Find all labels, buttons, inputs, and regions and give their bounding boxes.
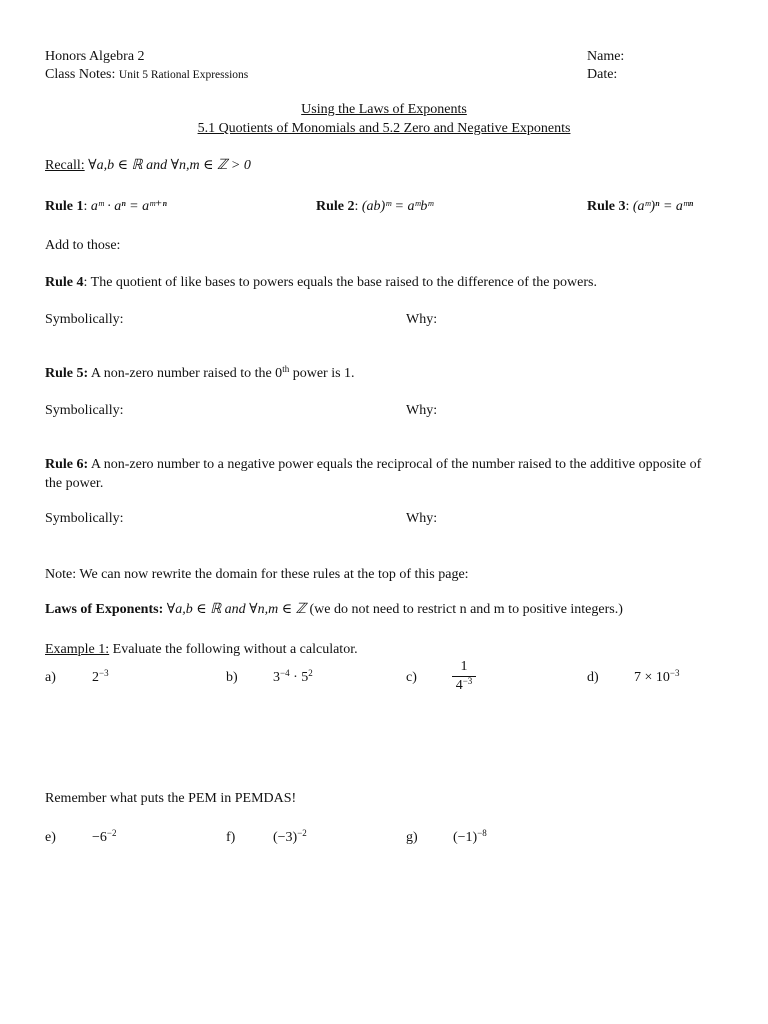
- problem-g-letter: g): [406, 830, 418, 845]
- rule-5-label: Rule 5:: [45, 366, 89, 381]
- rule-2-formula: (ab)ᵐ = aᵐbᵐ: [361, 199, 434, 214]
- pemdas-reminder: Remember what puts the PEM in PEMDAS!: [45, 791, 297, 806]
- rule-6-label: Rule 6:: [45, 457, 89, 472]
- laws-domain-a: ∀a,b ∈ ℝ: [166, 602, 222, 617]
- problem-c-numerator: 1: [452, 659, 476, 677]
- recall-label: Recall:: [45, 158, 85, 173]
- recall-line: [45, 157, 251, 175]
- date-label: Date:: [587, 67, 618, 82]
- problem-f-expression: $(-3)^{-2}$: [273, 828, 307, 845]
- rule-4-text: The quotient of like bases to powers equals the base raised to the difference of the powers.: [90, 275, 597, 290]
- rule-6-text: A non-zero number to a negative power equals the reciprocal of the number raised to the additive opposite of the power.: [45, 457, 702, 491]
- problem-e-letter: e): [45, 830, 56, 845]
- problem-f-letter: f): [226, 830, 236, 845]
- rule-4: Rule 4: The quotient of like bases to powers equals the base raised to the difference of the powers.: [45, 275, 597, 290]
- example-1-text: Evaluate the following without a calculator.: [112, 642, 358, 657]
- rule-6-symbolically: Symbolically:: [45, 511, 124, 526]
- laws-remark: (we do not need to restrict n and m to positive integers.): [309, 602, 623, 617]
- rule-6: [45, 455, 705, 493]
- rule-3-label: Rule 3: [587, 199, 626, 214]
- rule-1: Rule 1: aᵐ · aⁿ = aᵐ⁺ⁿ: [45, 199, 167, 214]
- problem-c-fraction: [452, 659, 476, 694]
- rule-5-symbolically: Symbolically:: [45, 403, 124, 418]
- class-notes-label: Class Notes:: [45, 67, 116, 82]
- title-line-2: 5.1 Quotients of Monomials and 5.2 Zero and Negative Exponents: [197, 121, 571, 136]
- rule-4-label: Rule 4: [45, 275, 84, 290]
- problem-c-letter: c): [406, 670, 417, 685]
- rule-1-label: Rule 1: [45, 199, 84, 214]
- domain-note: Note: We can now rewrite the domain for these rules at the top of this page:: [45, 567, 469, 582]
- laws-domain-b: ∀n,m ∈ ℤ: [249, 602, 307, 617]
- problem-a-expression: $2^{-3}$: [92, 668, 109, 685]
- rule-5-text-after: power is 1.: [292, 366, 355, 381]
- problem-a-letter: a): [45, 670, 56, 685]
- rule-5-text: A non-zero number raised to the 0: [90, 366, 283, 381]
- rule-5-why: Why:: [406, 403, 438, 418]
- laws-line: [45, 601, 623, 619]
- rule-3-formula: (aᵐ)ⁿ = aᵐⁿ: [632, 199, 694, 214]
- recall-domain-b: ∀n,m ∈ ℤ > 0: [170, 158, 251, 173]
- recall-and: and: [146, 158, 168, 173]
- example-1-heading: [45, 641, 358, 659]
- problem-b-expression: $3^{-4} \cdot 5^2$: [273, 668, 313, 685]
- rule-2-label: Rule 2: [316, 199, 355, 214]
- rule-4-why: Why:: [406, 312, 438, 327]
- unit-name: Unit 5 Rational Expressions: [118, 69, 249, 81]
- rule-6-why: Why:: [406, 511, 438, 526]
- rule-3: Rule 3: (aᵐ)ⁿ = aᵐⁿ: [587, 199, 694, 214]
- name-label: Name:: [587, 49, 625, 64]
- rule-5: [45, 365, 355, 383]
- problem-g-expression: $(-1)^{-8}$: [453, 828, 487, 845]
- title-line-1: Using the Laws of Exponents: [301, 102, 467, 117]
- recall-domain-a: ∀a,b ∈ ℝ: [88, 158, 143, 173]
- class-notes-line: [45, 66, 248, 84]
- problem-d-letter: d): [587, 670, 599, 685]
- problem-c-denominator: $4^{-3}$: [455, 676, 473, 693]
- add-to-those: Add to those:: [45, 238, 121, 253]
- laws-and: and: [224, 602, 246, 617]
- rule-5-sup: th: [282, 364, 290, 374]
- rule-2: Rule 2: (ab)ᵐ = aᵐbᵐ: [316, 199, 434, 214]
- rule-1-formula: aᵐ · aⁿ = aᵐ⁺ⁿ: [90, 199, 167, 214]
- course-title: Honors Algebra 2: [45, 49, 145, 64]
- problem-b-letter: b): [226, 670, 238, 685]
- rule-4-symbolically: Symbolically:: [45, 312, 124, 327]
- example-1-label: Example 1:: [45, 642, 110, 657]
- laws-label: Laws of Exponents:: [45, 602, 164, 617]
- problem-e-expression: $-6^{-2}$: [92, 828, 117, 845]
- problem-d-expression: $7 \times 10^{-3}$: [634, 668, 680, 685]
